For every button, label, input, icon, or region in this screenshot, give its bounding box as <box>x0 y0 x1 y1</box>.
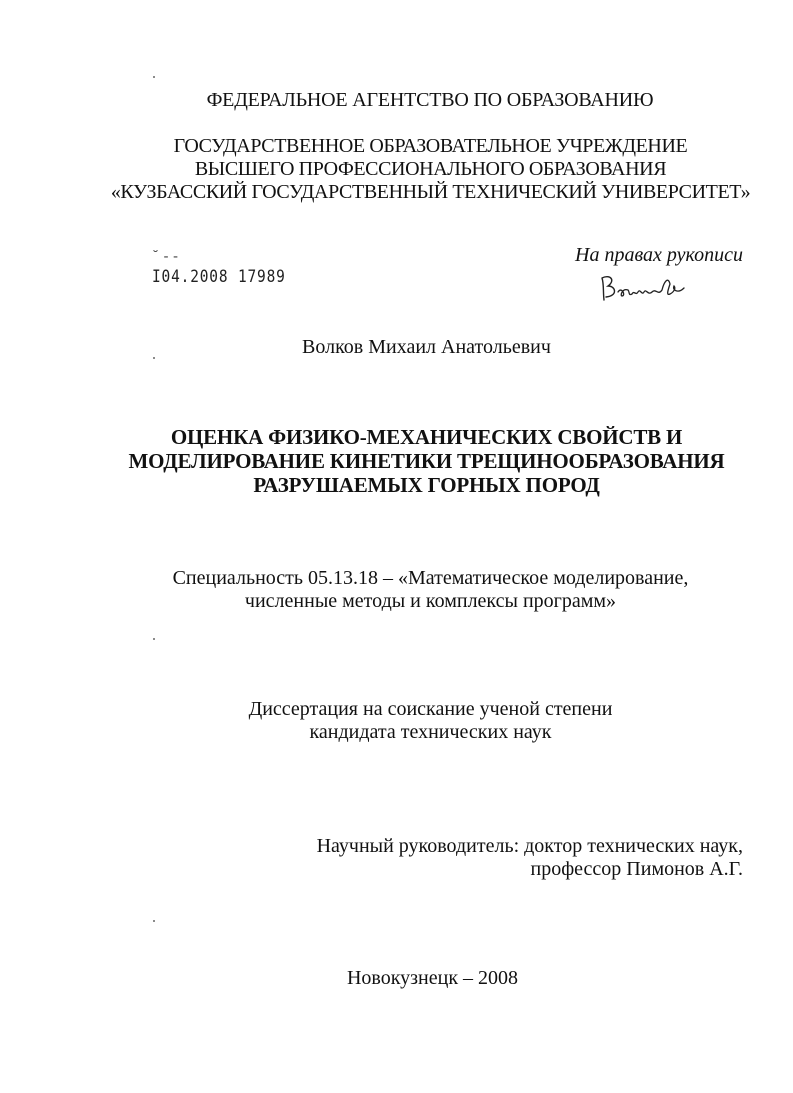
stamp-marks: ˘ - - <box>152 249 179 265</box>
scan-dot <box>153 76 155 78</box>
scan-dot <box>153 638 155 640</box>
thesis-title-line-2: МОДЕЛИРОВАНИЕ КИНЕТИКИ ТРЕЩИНООБРАЗОВАНИЯ <box>128 449 725 473</box>
thesis-title-line-3: РАЗРУШАЕМЫХ ГОРНЫХ ПОРОД <box>253 473 600 497</box>
specialty-line-1: Специальность 05.13.18 – «Математическое моделирование, <box>172 567 689 589</box>
signature-image <box>598 270 693 304</box>
supervisor-line-2: профессор Пимонов А.Г. <box>530 858 743 880</box>
agency-name: ФЕДЕРАЛЬНОЕ АГЕНТСТВО ПО ОБРАЗОВАНИЮ <box>206 89 654 111</box>
specialty-line-2: численные методы и комплексы программ» <box>244 590 617 612</box>
supervisor-line-1: Научный руководитель: доктор технических наук, <box>316 835 743 857</box>
place-and-year: Новокузнецк – 2008 <box>346 967 519 989</box>
author-name: Волков Михаил Анатольевич <box>302 336 551 358</box>
manuscript-note: На правах рукописи <box>575 244 743 266</box>
degree-line-2: кандидата технических наук <box>309 721 552 743</box>
institution-line-2: ВЫСШЕГО ПРОФЕССИОНАЛЬНОГО ОБРАЗОВАНИЯ <box>194 158 667 180</box>
scan-dot <box>153 920 155 922</box>
degree-line-1: Диссертация на соискание ученой степени <box>248 698 613 720</box>
thesis-title-line-1: ОЦЕНКА ФИЗИКО-МЕХАНИЧЕСКИХ СВОЙСТВ И <box>170 425 683 449</box>
institution-line-3: «КУЗБАССКИЙ ГОСУДАРСТВЕННЫЙ ТЕХНИЧЕСКИЙ УНИВЕРСИТЕТ» <box>110 181 751 203</box>
institution-line-1: ГОСУДАРСТВЕННОЕ ОБРАЗОВАТЕЛЬНОЕ УЧРЕЖДЕНИЕ <box>173 135 688 157</box>
library-stamp-number: I04.2008 17989 <box>152 267 286 287</box>
